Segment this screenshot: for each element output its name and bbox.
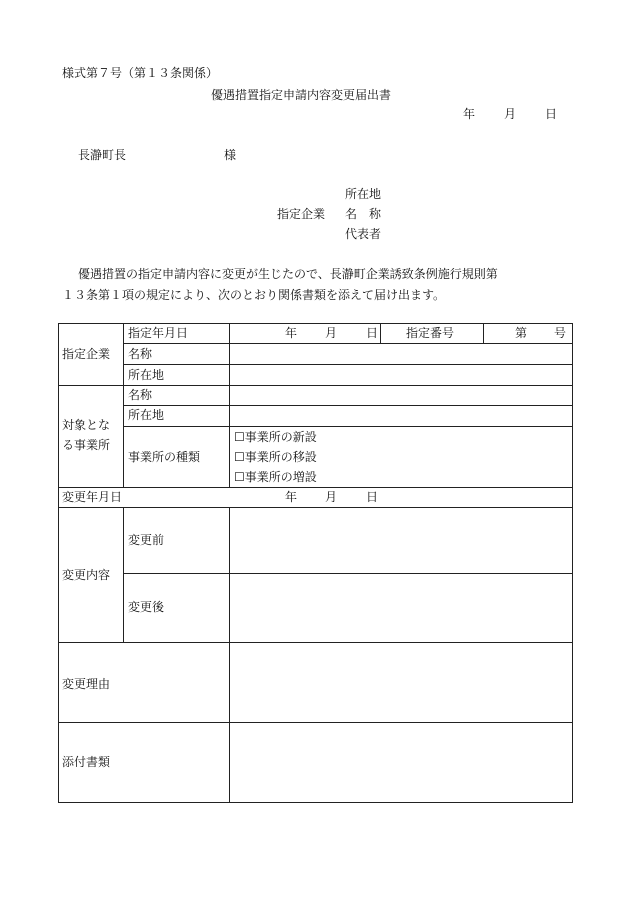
body-text-line-2: １３条第１項の規定により、次のとおり関係書類を添えて届け出ます。 bbox=[62, 288, 446, 302]
option-move-label: 事業所の移設 bbox=[244, 450, 317, 464]
applicant-representative-label: 代表者 bbox=[345, 227, 382, 241]
change-content-label: 変更内容 bbox=[62, 568, 111, 582]
designated-date-label: 指定年月日 bbox=[128, 326, 189, 340]
checkbox-icon[interactable]: ☐ bbox=[234, 450, 245, 464]
form-number: 様式第７号（第１３条関係） bbox=[62, 66, 219, 80]
change-date-month: 月 bbox=[325, 490, 338, 504]
option-expand-label: 事業所の増設 bbox=[244, 470, 317, 484]
attached-documents-label: 添付書類 bbox=[62, 755, 111, 769]
company-name-label: 名称 bbox=[128, 347, 153, 361]
office-location-label: 所在地 bbox=[128, 408, 165, 422]
addressee-name: 長瀞町長 bbox=[78, 148, 127, 162]
date-day-label: 日 bbox=[545, 107, 558, 121]
after-change-label: 変更後 bbox=[128, 600, 165, 614]
office-type-label: 事業所の種類 bbox=[128, 450, 201, 464]
checkbox-icon[interactable]: ☐ bbox=[234, 430, 245, 444]
applicant-name-label: 名 称 bbox=[345, 207, 382, 221]
checkbox-icon[interactable]: ☐ bbox=[234, 470, 245, 484]
change-date-day: 日 bbox=[366, 490, 379, 504]
designated-date-year: 年 bbox=[285, 326, 298, 340]
target-office-label-line-1: 対象とな bbox=[62, 418, 111, 432]
office-type-option-move[interactable] bbox=[234, 450, 317, 464]
designation-number-label: 指定番号 bbox=[406, 326, 455, 340]
change-date-label: 変更年月日 bbox=[62, 490, 123, 504]
office-type-option-expand[interactable] bbox=[234, 470, 317, 484]
office-type-option-new[interactable] bbox=[234, 430, 317, 444]
before-change-label: 変更前 bbox=[128, 533, 165, 547]
target-office-label-line-2: る事業所 bbox=[62, 438, 111, 452]
designation-number-suffix: 号 bbox=[554, 326, 567, 340]
company-location-label: 所在地 bbox=[128, 368, 165, 382]
addressee-honorific: 様 bbox=[224, 148, 237, 162]
change-reason-label: 変更理由 bbox=[62, 677, 111, 691]
designated-date-month: 月 bbox=[325, 326, 338, 340]
date-month-label: 月 bbox=[504, 107, 517, 121]
option-new-label: 事業所の新設 bbox=[244, 430, 317, 444]
applicant-location-label: 所在地 bbox=[345, 187, 382, 201]
document-title: 優遇措置指定申請内容変更届出書 bbox=[211, 88, 392, 102]
applicant-group-label: 指定企業 bbox=[277, 207, 326, 221]
designation-number-prefix: 第 bbox=[515, 326, 528, 340]
date-year-label: 年 bbox=[463, 107, 476, 121]
office-name-label: 名称 bbox=[128, 388, 153, 402]
designated-date-day: 日 bbox=[366, 326, 379, 340]
designated-company-label: 指定企業 bbox=[62, 347, 111, 361]
change-date-year: 年 bbox=[285, 490, 298, 504]
body-text-line-1: 優遇措置の指定申請内容に変更が生じたので、長瀞町企業誘致条例施行規則第 bbox=[78, 267, 498, 281]
